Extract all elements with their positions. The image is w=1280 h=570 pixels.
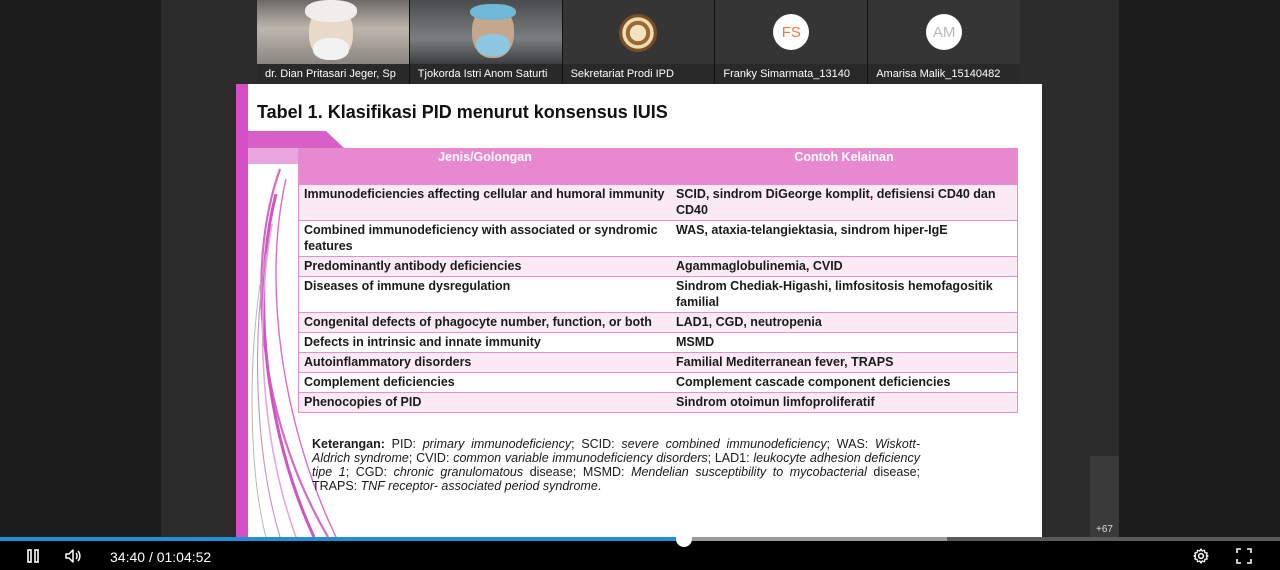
legend-text: PID: [384, 437, 423, 451]
table-row [299, 221, 1018, 257]
legend-text: . [597, 479, 602, 493]
table-header-row [299, 148, 1018, 185]
cell-type: Immunodeficiencies affecting cellular and humoral immunity [299, 185, 672, 221]
cell-type: Predominantly antibody deficiencies [299, 257, 672, 277]
participant-avatar: AM [926, 14, 962, 50]
cell-type: Congenital defects of phagocyte number, function, or both [299, 313, 672, 333]
participant-video [410, 0, 562, 64]
cell-type: Defects in intrinsic and innate immunity [299, 333, 672, 353]
table-row [299, 373, 1018, 393]
legend-label: Keterangan: [312, 437, 385, 451]
cell-example: LAD1, CGD, neutropenia [671, 313, 1018, 333]
cell-type: Phenocopies of PID [299, 393, 672, 413]
pid-classification-table [298, 148, 1018, 413]
presentation-slide [236, 84, 1042, 537]
table-row [299, 313, 1018, 333]
settings-button[interactable] [1192, 547, 1210, 570]
letterbox-right [1119, 0, 1280, 537]
cell-example: Agammaglobulinemia, CVID [671, 257, 1018, 277]
legend-text: Mendelian susceptibility to mycobacterial [631, 465, 867, 479]
legend-text: ; SCID: [571, 437, 622, 451]
cell-type: Autoinflammatory disorders [299, 353, 672, 373]
legend-text: ; CVID: [408, 451, 454, 465]
cell-example: WAS, ataxia-telangiektasia, sindrom hiper-IgE [671, 221, 1018, 257]
participant-video [257, 0, 409, 64]
pause-button[interactable] [24, 547, 42, 570]
participant-tile[interactable] [257, 0, 409, 84]
legend-text: common variable immunodeficiency disorders [453, 451, 708, 465]
legend-text: chronic granulomatous [393, 465, 524, 479]
legend-text: leukocyte adhesion deficiency tipe 1 [312, 451, 921, 479]
cell-type: Complement deficiencies [299, 373, 672, 393]
participant-name: dr. Dian Pritasari Jeger, Sp [257, 64, 409, 84]
table-legend [312, 437, 920, 493]
participant-name: Sekretariat Prodi IPD [563, 64, 715, 84]
pause-icon [24, 547, 42, 565]
legend-text: severe combined immunodeficiency [621, 437, 827, 451]
legend-text: ; LAD1: [707, 451, 754, 465]
legend-text: disease; MSMD: [523, 465, 632, 479]
participant-name: Amarisa Malik_15140482 [868, 64, 1020, 84]
legend-text: ; CGD: [345, 465, 394, 479]
volume-button[interactable] [64, 547, 82, 570]
gear-icon [1192, 547, 1210, 565]
legend-text: TNF receptor- associated period syndrome [360, 479, 598, 493]
progress-thumb[interactable] [676, 531, 692, 547]
organization-logo [619, 14, 657, 52]
legend-text: disease; TRAPS: [312, 465, 920, 493]
time-display [110, 549, 211, 565]
table-row [299, 353, 1018, 373]
cell-example: Familial Mediterranean fever, TRAPS [671, 353, 1018, 373]
cell-example: Sindrom otoimun limfoproliferatif [671, 393, 1018, 413]
table-row [299, 333, 1018, 353]
time-current: 34:40 [110, 549, 146, 565]
participant-tile[interactable] [868, 0, 1020, 84]
legend-text: ; WAS: [826, 437, 875, 451]
column-header-type: Jenis/Golongan [299, 148, 672, 185]
table-row [299, 257, 1018, 277]
time-separator: / [148, 549, 153, 565]
time-total: 01:04:52 [156, 549, 212, 565]
cell-type: Combined immunodeficiency with associated or syndromic features [299, 221, 672, 257]
column-header-example: Contoh Kelainan [671, 148, 1018, 185]
progress-fill [0, 537, 684, 541]
cell-example: Complement cascade component deficiencies [671, 373, 1018, 393]
participant-name: Tjokorda Istri Anom Saturti [410, 64, 562, 84]
participant-strip [257, 0, 1020, 84]
participant-name: Franky Simarmata_13140 [715, 64, 867, 84]
table-row [299, 277, 1018, 313]
table-row [299, 185, 1018, 221]
volume-icon [64, 547, 82, 565]
cell-example: Sindrom Chediak-Higashi, limfositosis hemofagositik familial [671, 277, 1018, 313]
more-participants-button[interactable] [1090, 456, 1119, 537]
legend-text: Wiskott-Aldrich syndrome [312, 437, 920, 465]
participant-avatar: FS [773, 14, 809, 50]
participant-tile[interactable] [715, 0, 867, 84]
table-row [299, 393, 1018, 413]
more-participants-count: +67 [1096, 524, 1113, 535]
slide-title: Tabel 1. Klasifikasi PID menurut konsensus IUIS [257, 102, 668, 122]
cell-type: Diseases of immune dysregulation [299, 277, 672, 313]
participant-tile[interactable] [563, 0, 715, 84]
letterbox-left [0, 0, 161, 537]
cell-example: SCID, sindrom DiGeorge komplit, defisiensi CD40 dan CD40 [671, 185, 1018, 221]
fullscreen-button[interactable] [1235, 547, 1253, 570]
legend-text: primary immunodeficiency [422, 437, 572, 451]
cell-example: MSMD [671, 333, 1018, 353]
participant-tile[interactable] [410, 0, 562, 84]
fullscreen-icon [1235, 547, 1253, 565]
